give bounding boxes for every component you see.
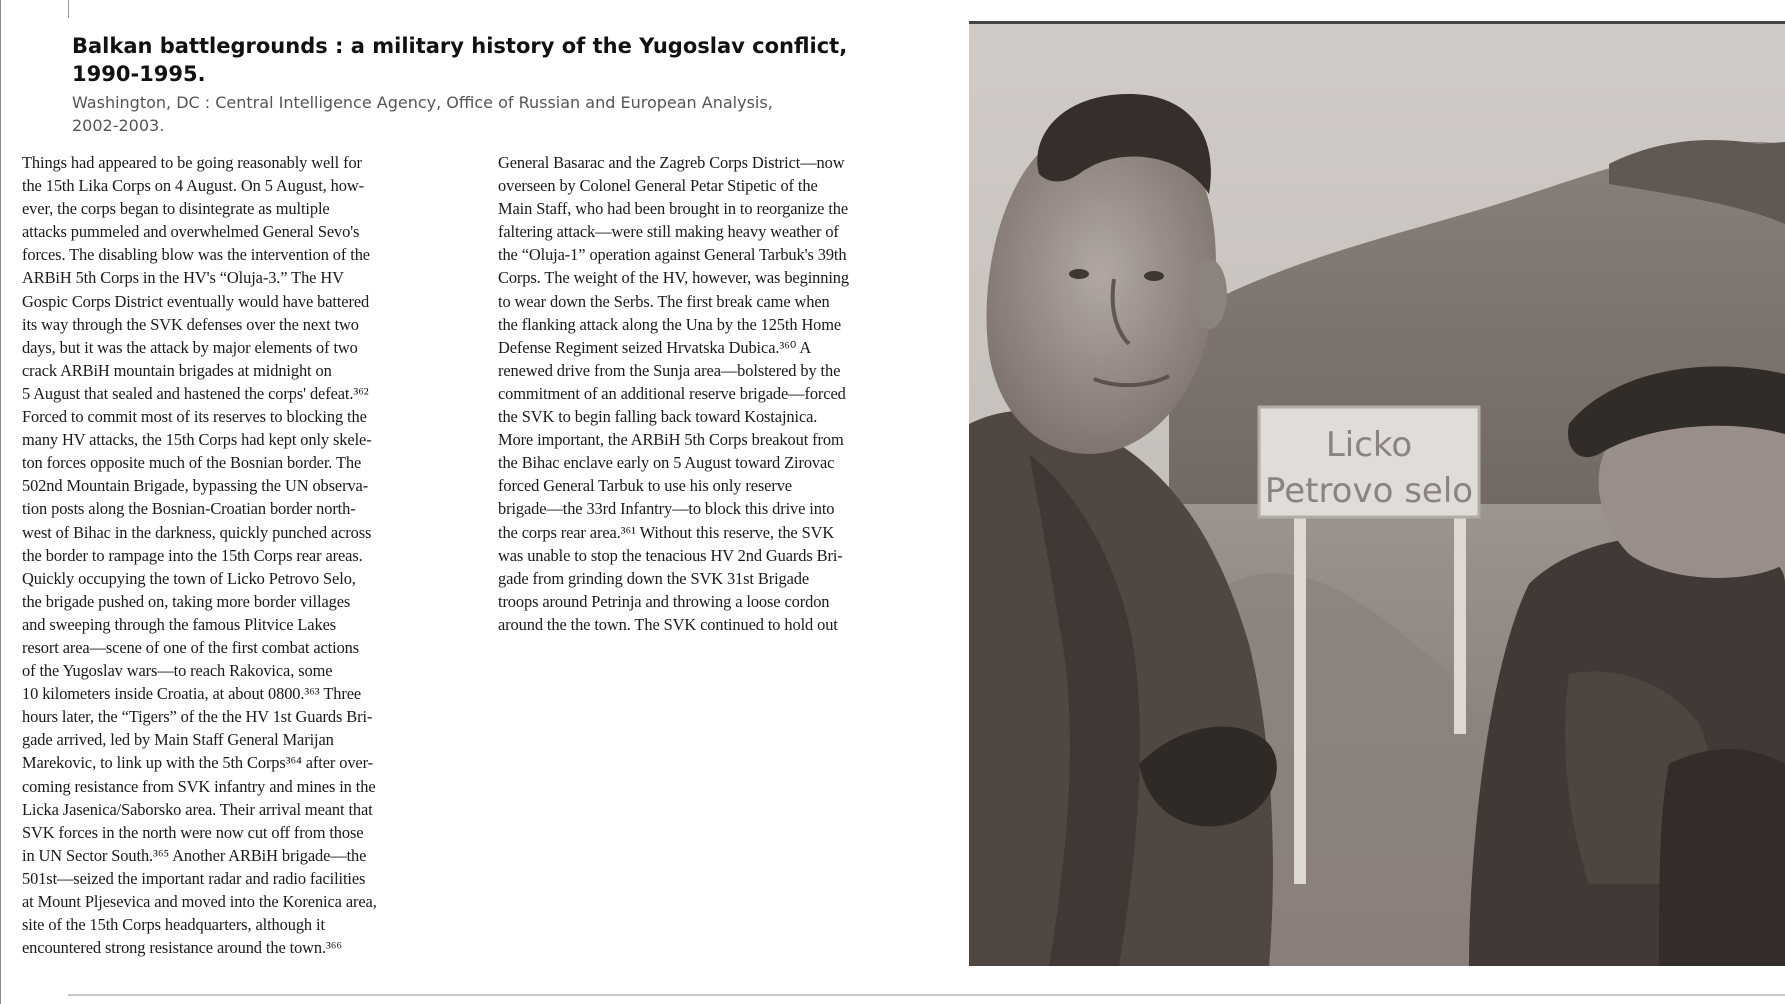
scanned-text-column-2: General Basarac and the Zagreb Corps District—now overseen by Colonel General Petar Stipetic of the Main Staff, who had been brought in to reorganize the faltering attack—were still making heavy weather of the “Oluja-1” operation against General Tarbuk's 39th Corps. The weight of the HV, however, was beginning to wear down the Serbs. The first break came when the flanking attack along the Una by the 125th Home Defense Regiment seized Hrvatska Dubica.³⁶⁰ A renewed drive from the Sunja area—bolstered by the commitment of an additional reserve brigade—forced the SVK to begin falling back toward Kostajnica. More important, the ARBiH 5th Corps breakout from the Bihac enclave early on 5 August toward Zirovac forced General Tarbuk to use his only reserve brigade—the 33rd Infantry—to block this drive into the corps rear area.³⁶¹ Without this reserve, the SVK was unable to stop the tenacious HV 2nd Guards Bri- gade from grinding down the SVK 31st Brigade troops around Petrinja and throwing a loose cordon around the the town. The SVK continued to hold out [498,153,849,634]
photo-illustration [969,24,1785,966]
record-publisher [72,91,892,137]
road-sign-line1: Licko [1325,425,1413,465]
record-publisher-line2: 2002-2003. [72,116,165,135]
frame-top-tick [68,0,69,18]
record-title-line1: Balkan battlegrounds : a military history of the Yugoslav conflict, [72,34,848,58]
scanned-text-column-1: Things had appeared to be going reasonably well for the 15th Lika Corps on 4 August. On 5 August, how- ever, the corps began to disintegrate as multiple attacks pummeled and overwhelmed General Sevo's forces. The disabling blow was the intervention of the ARBiH 5th Corps in the HV's “Oluja-3.” The HV Gospic Corps District eventually would have battered its way through the SVK defenses over the next two days, but it was the attack by major elements of two crack ARBiH mountain brigades at midnight on 5 August that sealed and hastened the corps' defeat.³⁶² Forced to commit most of its reserves to blocking the many HV attacks, the 15th Corps had kept only skele- ton forces opposite much of the Bosnian border. The 502nd Mountain Brigade, bypassing the UN observa- tion posts along the Bosnian-Croatian border north- west of Bihac in the darkness, quickly punched across the border to rampage into the 15th Corps rear areas. Quickly occupying the town of Licko Petrovo Selo, the brigade pushed on, taking more border villages and sweeping through the famous Plitvice Lakes resort area—scene of one of the first combat actions of the Yugoslav wars—to reach Rakovica, some 10 kilometers inside Croatia, at about 0800.³⁶³ Three hours later, the “Tigers” of the the HV 1st Guards Bri- gade arrived, led by Main Staff General Marijan Marekovic, to link up with the 5th Corps³⁶⁴ after over- coming resistance from SVK infantry and mines in the Licka Jasenica/Saborsko area. Their arrival meant that SVK forces in the north were now cut off from those in UN Sector South.³⁶⁵ Another ARBiH brigade—the 501st—seized the important radar and radio facilities at Mount Pljesevica and moved into the Korenica area, site of the 15th Corps headquarters, although it encountered strong resistance around the town.³⁶⁶ [22,153,377,958]
record-publisher-line1: Washington, DC : Central Intelligence Agency, Office of Russian and European Analysis, [72,93,773,112]
road-sign-line2: Petrovo selo [1264,471,1474,511]
historical-photo [969,21,1785,966]
photo-sepia-tint [969,24,1785,966]
record-title [72,32,932,88]
frame-left-border [0,0,1,1004]
record-title-line2: 1990-1995. [72,62,206,86]
frame-bottom-border [68,994,1785,996]
